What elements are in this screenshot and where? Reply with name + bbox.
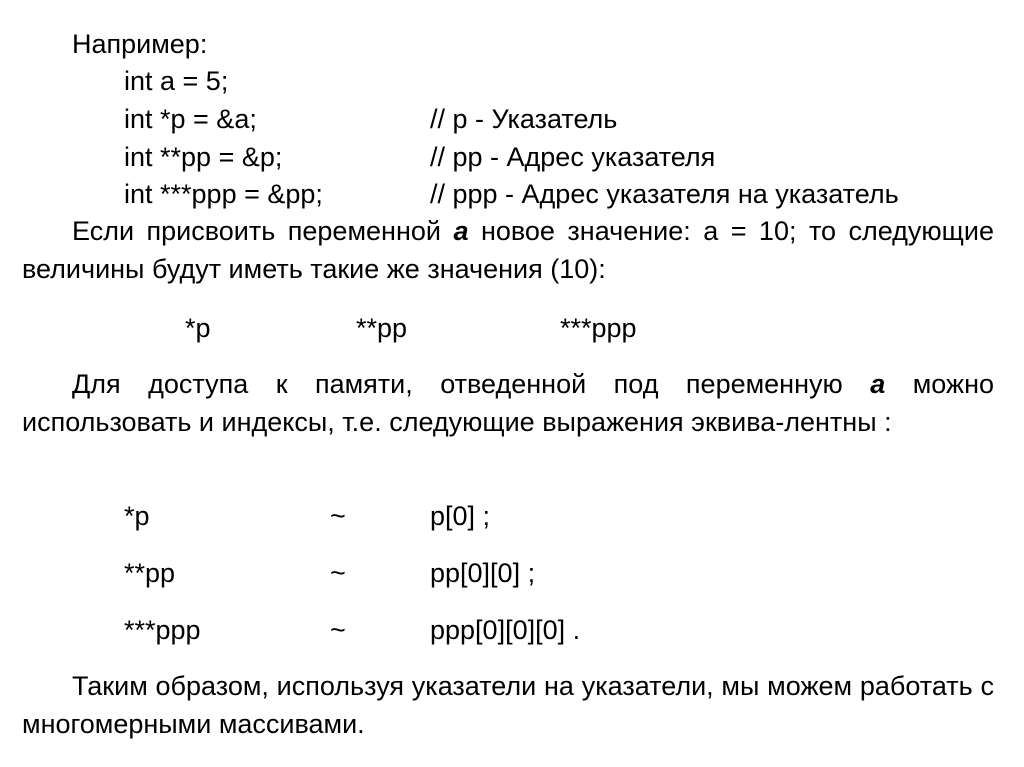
value-p: *p	[185, 313, 211, 343]
paragraph-indexes	[22, 365, 994, 441]
value-pp: **pp	[356, 313, 408, 343]
equiv-symbol-3: ~	[330, 615, 346, 645]
paragraph-assignment-before: Если присвоить переменной	[72, 216, 454, 246]
paragraph-assignment	[22, 212, 994, 288]
equiv-right-3: ppp[0][0][0] .	[430, 615, 581, 645]
variable-a-2: а	[870, 369, 886, 399]
code-line-1: int a = 5;	[124, 66, 229, 96]
code-line-3: int **pp = &p;	[124, 142, 283, 172]
value-ppp: ***ppp	[560, 313, 637, 343]
code-comment-2: // p - Указатель	[430, 104, 618, 134]
equiv-symbol-1: ~	[330, 501, 346, 531]
code-comment-3: // pp - Адрес указателя	[430, 142, 716, 172]
equiv-left-1: *p	[124, 501, 150, 531]
equiv-right-2: pp[0][0] ;	[430, 558, 536, 588]
equiv-symbol-2: ~	[330, 558, 346, 588]
equiv-left-2: **pp	[124, 558, 176, 588]
paragraph-conclusion: Таким образом, используя указатели на указатели, мы можем работать с многомерными массивами.	[22, 671, 994, 739]
code-line-4: int ***ppp = &pp;	[124, 179, 323, 209]
paragraph-indexes-after: можно использовать и индексы, т.е. следующие выражения эквива-лентны :	[22, 369, 995, 437]
intro-label: Например:	[72, 29, 208, 59]
variable-a: а	[453, 216, 469, 246]
equiv-left-3: ***ppp	[124, 615, 201, 645]
code-comment-4: // ppp - Адрес указателя на указатель	[430, 179, 899, 209]
paragraph-indexes-before: Для доступа к памяти, отведенной под переменную	[72, 369, 871, 399]
equiv-right-1: p[0] ;	[430, 501, 491, 531]
paragraph-assignment-after: новое значение: a = 10; то следующие величины будут иметь такие же значения (10):	[22, 216, 994, 284]
code-line-2: int *p = &a;	[124, 104, 257, 134]
